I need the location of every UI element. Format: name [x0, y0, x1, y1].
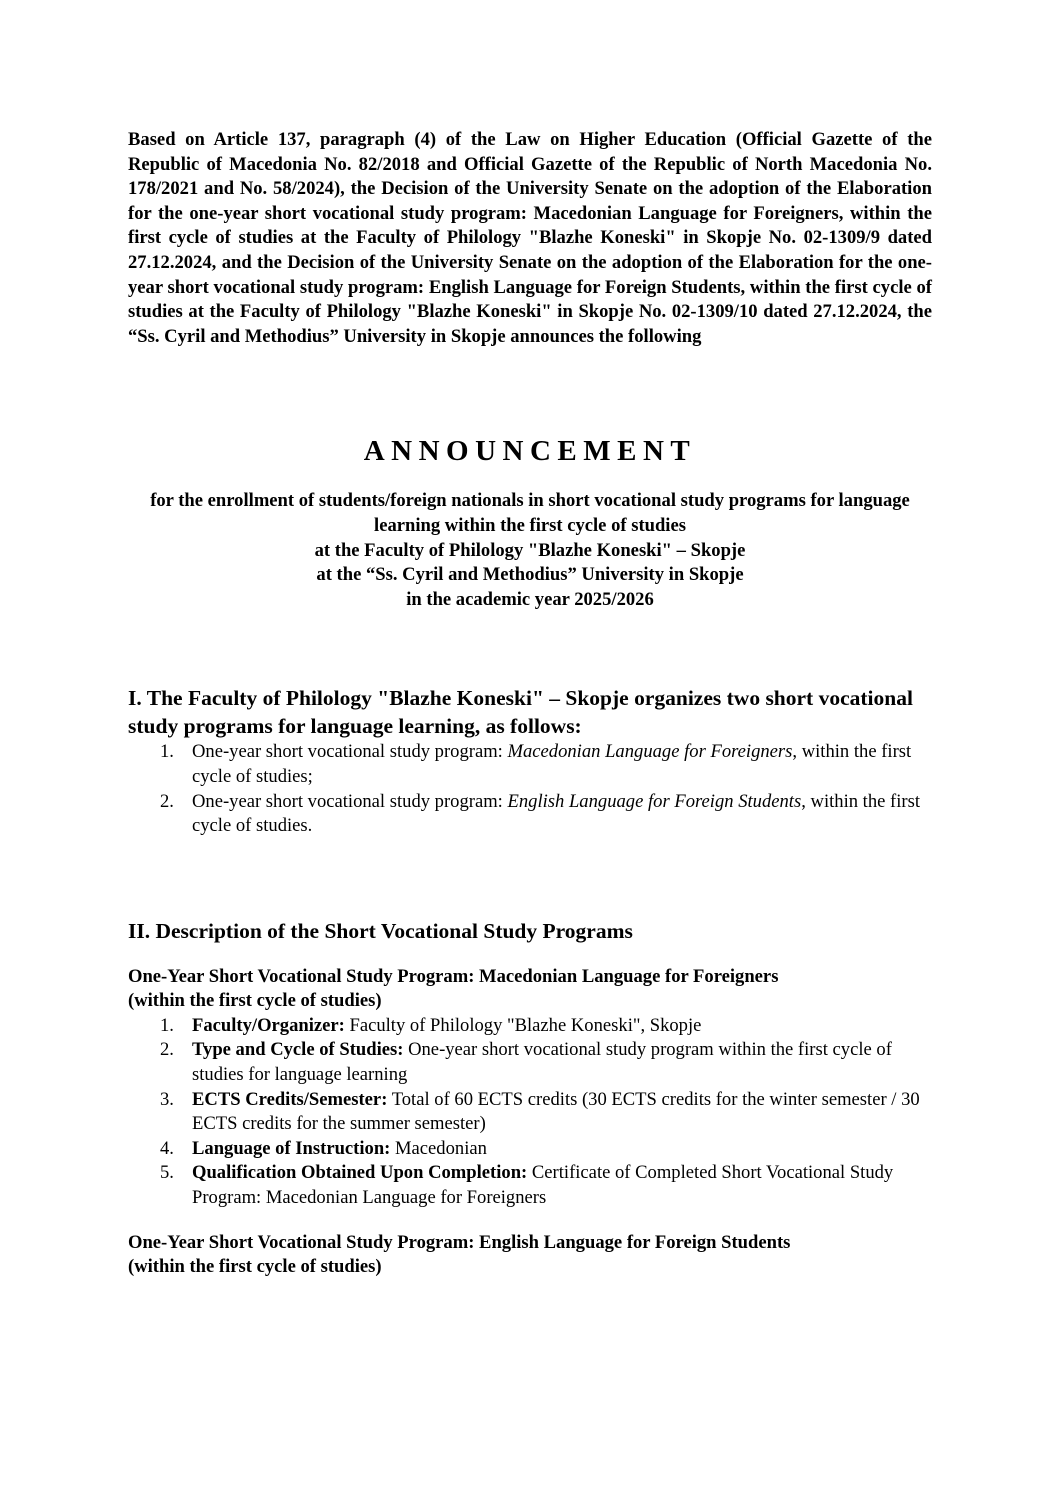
- list-item-number: 2.: [160, 790, 174, 812]
- program-2-heading-line: One-Year Short Vocational Study Program: English Language for Foreign Students: [128, 1231, 791, 1253]
- list-item-program: English Language for Foreign Students: [507, 790, 802, 812]
- announcement-title: ANNOUNCEMENT: [363, 435, 697, 468]
- program-1-heading: [128, 965, 932, 1014]
- announcement-subtitle-line: for the enrollment of students/foreign nationals in short vocational study programs for language learning within the first cycle of studies: [150, 490, 910, 536]
- list-item: [128, 740, 932, 789]
- list-item-number: 4.: [160, 1137, 174, 1159]
- list-item-label: Language of Instruction:: [192, 1137, 391, 1159]
- program-1-heading-line: (within the first cycle of studies): [128, 990, 382, 1012]
- list-item-value: Macedonian: [390, 1137, 487, 1159]
- list-item-program: Macedonian Language for Foreigners: [507, 741, 793, 763]
- list-item-suffix: , within the first cycle of studies.: [192, 790, 920, 837]
- list-item-suffix: , within the first cycle of studies;: [192, 741, 912, 787]
- announcement-subtitle-line: at the Faculty of Philology "Blazhe Koneski" – Skopje: [314, 539, 746, 561]
- list-item-label: Qualification Obtained Upon Completion:: [192, 1162, 528, 1184]
- list-item-number: 2.: [160, 1039, 174, 1061]
- list-item: [128, 1014, 932, 1039]
- section-1-list: [128, 740, 932, 838]
- list-item: [128, 1161, 932, 1210]
- list-item-label: Faculty/Organizer:: [192, 1014, 345, 1036]
- program-1-heading-line: One-Year Short Vocational Study Program: Macedonian Language for Foreigners: [128, 965, 779, 987]
- intro-paragraph: Based on Article 137, paragraph (4) of the Law on Higher Education (Official Gazette of the Republic of Macedonia No. 82/2018 and Official Gazette of the Republic of North Macedonia No. 178/2021 and No. 58/2024), the Decision of the University Senate on the adoption of the Elaboration for the one-year short vocational study program: Macedonian Language for Foreigners, within the first cycle of studies at the Faculty of Philology "Blazhe Koneski" in Skopje No. 02-1309/9 dated 27.12.2024, and the Decision of the University Senate on the adoption of the Elaboration for the one-year short vocational study program: English Language for Foreign Students, within the first cycle of studies at the Faculty of Philology "Blazhe Koneski" in Skopje No. 02-1309/10 dated 27.12.2024, the “Ss. Cyril and Methodius” University in Skopje announces the following: [128, 129, 932, 347]
- list-item-prefix: One-year short vocational study program:: [192, 741, 508, 763]
- program-2-heading: [128, 1231, 932, 1280]
- announcement-subtitle-line: in the academic year 2025/2026: [406, 588, 654, 610]
- program-2-heading-line: (within the first cycle of studies): [128, 1256, 382, 1278]
- section-2-heading: II. Description of the Short Vocational Study Programs: [128, 918, 633, 943]
- program-1-details-list: [128, 1014, 932, 1211]
- list-item-value: Certificate of Completed Short Vocational Study Program: Macedonian Language for Foreigners: [192, 1162, 894, 1209]
- list-item-number: 1.: [160, 1014, 174, 1036]
- list-item-value: One-year short vocational study program within the first cycle of studies for language learning: [192, 1039, 892, 1086]
- list-item-prefix: One-year short vocational study program:: [192, 790, 508, 812]
- list-item-number: 3.: [160, 1088, 174, 1110]
- list-item-number: 1.: [160, 741, 174, 763]
- section-1-heading: I. The Faculty of Philology "Blazhe Koneski" – Skopje organizes two short vocational study programs for language learning, as follows:: [128, 686, 913, 739]
- list-item-number: 5.: [160, 1162, 174, 1184]
- announcement-subtitle-line: at the “Ss. Cyril and Methodius” University in Skopje: [316, 564, 744, 586]
- list-item: [128, 1088, 932, 1137]
- list-item-label: ECTS Credits/Semester:: [192, 1088, 388, 1110]
- list-item: [128, 1038, 932, 1087]
- document-page: [128, 128, 932, 1280]
- announcement-subtitle: [128, 489, 932, 612]
- list-item-label: Type and Cycle of Studies:: [192, 1039, 404, 1061]
- list-item: [128, 790, 932, 839]
- list-item-value: Total of 60 ECTS credits (30 ECTS credits for the winter semester / 30 ECTS credits for the summer semester): [192, 1088, 920, 1135]
- list-item-value: Faculty of Philology "Blazhe Koneski", Skopje: [344, 1014, 702, 1036]
- list-item: [128, 1137, 932, 1162]
